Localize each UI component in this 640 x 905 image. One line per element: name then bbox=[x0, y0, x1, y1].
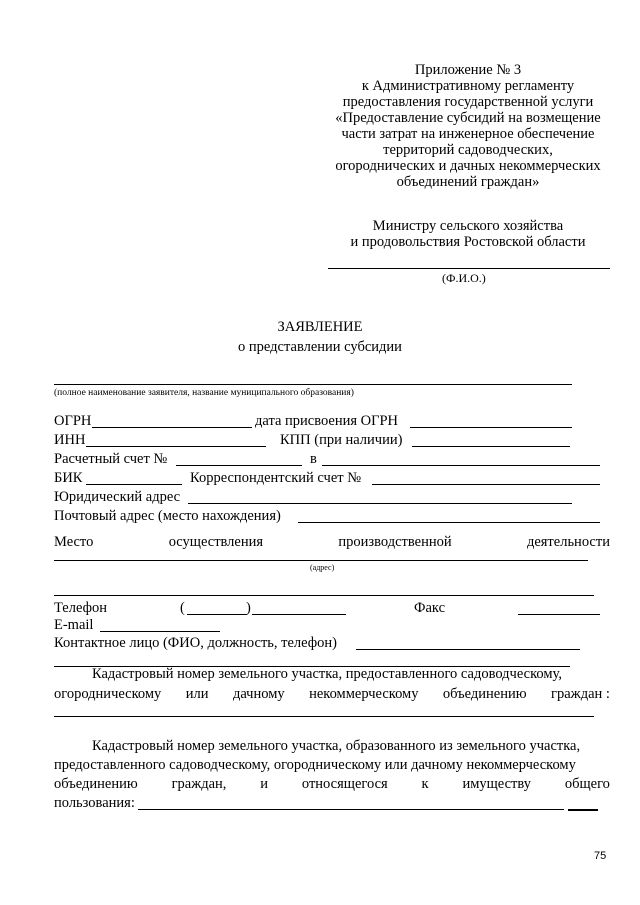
cadastral2-line3 bbox=[54, 776, 610, 793]
appendix-line: «Предоставление субсидий на возмещение bbox=[335, 110, 601, 126]
cadastral1-field[interactable] bbox=[54, 716, 594, 717]
phone-code-field[interactable] bbox=[187, 614, 247, 615]
word: Место bbox=[54, 534, 94, 550]
postal-address-label: Почтовый адрес (место нахождения) bbox=[54, 508, 281, 524]
legal-address-field[interactable] bbox=[188, 503, 572, 504]
contact-label: Контактное лицо (ФИО, должность, телефон) bbox=[54, 635, 338, 651]
cadastral2-field[interactable] bbox=[138, 809, 564, 810]
word: деятельности bbox=[526, 534, 610, 550]
appendix-line: объединений граждан» bbox=[396, 174, 540, 190]
activity-place-label bbox=[54, 534, 610, 551]
kpp-label: КПП (при наличии) bbox=[280, 432, 403, 448]
cadastral2-field-end[interactable] bbox=[568, 809, 598, 811]
word: граждан : bbox=[551, 686, 610, 702]
cadastral1-line1: Кадастровый номер земельного участка, предоставленного садоводческому, bbox=[92, 666, 562, 682]
phone-paren-close: ) bbox=[246, 600, 251, 616]
page-number: 75 bbox=[594, 850, 607, 862]
inn-label: ИНН bbox=[54, 432, 86, 448]
phone-label: Телефон bbox=[54, 600, 107, 616]
word: имуществу bbox=[462, 776, 531, 792]
cadastral2-line1: Кадастровый номер земельного участка, образованного из земельного участка, bbox=[92, 738, 581, 754]
bik-field[interactable] bbox=[86, 484, 182, 485]
bik-label: БИК bbox=[54, 470, 83, 486]
appendix-line: к Административному регламенту bbox=[361, 78, 575, 94]
word: огородническому bbox=[54, 686, 162, 702]
cadastral2-line4: пользования: bbox=[54, 795, 135, 811]
appendix-number: Приложение № 3 bbox=[414, 62, 522, 78]
word: объединению bbox=[54, 776, 138, 792]
ogrn-label: ОГРН bbox=[54, 413, 92, 429]
account-label: Расчетный счет № bbox=[54, 451, 168, 467]
bank-in-label: в bbox=[310, 451, 317, 467]
postal-address-field[interactable] bbox=[298, 522, 600, 523]
phone-number-field[interactable] bbox=[252, 614, 346, 615]
corr-account-label: Корреспондентский счет № bbox=[190, 470, 362, 486]
fax-field[interactable] bbox=[518, 614, 600, 615]
appendix-line: предоставления государственной услуги bbox=[342, 94, 594, 110]
appendix-line: территорий садоводческих, bbox=[383, 142, 553, 158]
bank-field[interactable] bbox=[322, 465, 600, 466]
word: общего bbox=[564, 776, 610, 792]
word: дачному bbox=[232, 686, 285, 702]
activity-address-field-2[interactable] bbox=[54, 595, 594, 596]
ogrn-date-label: дата присвоения ОГРН bbox=[255, 413, 399, 429]
applicant-caption: (полное наименование заявителя, название муниципального образования) bbox=[54, 388, 354, 398]
word: граждан, bbox=[171, 776, 227, 792]
word: относящегося bbox=[301, 776, 388, 792]
legal-address-label: Юридический адрес bbox=[54, 489, 181, 505]
addressee-block bbox=[322, 218, 614, 250]
word: к bbox=[421, 776, 429, 792]
word: или bbox=[185, 686, 209, 702]
fax-label: Факс bbox=[414, 600, 446, 616]
document-subtitle: о представлении субсидии bbox=[238, 339, 402, 355]
addressee-line: и продовольствия Ростовской области bbox=[350, 234, 586, 250]
ogrn-date-field[interactable] bbox=[410, 427, 572, 428]
cadastral1-line2 bbox=[54, 686, 610, 703]
word: производственной bbox=[338, 534, 452, 550]
email-field[interactable] bbox=[100, 631, 220, 632]
phone-paren-open: ( bbox=[180, 600, 185, 616]
inn-field[interactable] bbox=[86, 446, 266, 447]
activity-address-field[interactable] bbox=[54, 560, 588, 561]
applicant-name-line[interactable] bbox=[54, 384, 572, 385]
appendix-line: части затрат на инженерное обеспечение bbox=[341, 126, 595, 142]
appendix-header bbox=[322, 62, 614, 190]
word: объединению bbox=[442, 686, 527, 702]
word: осуществления bbox=[168, 534, 264, 550]
kpp-field[interactable] bbox=[412, 446, 570, 447]
word: и bbox=[260, 776, 269, 792]
document-title: ЗАЯВЛЕНИЕ bbox=[277, 319, 363, 335]
email-label: E-mail bbox=[54, 617, 94, 633]
ogrn-field[interactable] bbox=[92, 427, 252, 428]
appendix-line: огороднических и дачных некоммерческих bbox=[335, 158, 601, 174]
cadastral2-line2: предоставленного садоводческому, огородническому или дачному некоммерческому bbox=[54, 757, 576, 773]
contact-field[interactable] bbox=[356, 649, 580, 650]
word: некоммерческому bbox=[309, 686, 419, 702]
fio-input-line[interactable] bbox=[328, 268, 610, 269]
address-caption: (адрес) bbox=[310, 563, 335, 572]
addressee-line: Министру сельского хозяйства bbox=[372, 218, 564, 234]
corr-account-field[interactable] bbox=[372, 484, 600, 485]
account-field[interactable] bbox=[176, 465, 302, 466]
fio-caption: (Ф.И.О.) bbox=[442, 271, 486, 285]
